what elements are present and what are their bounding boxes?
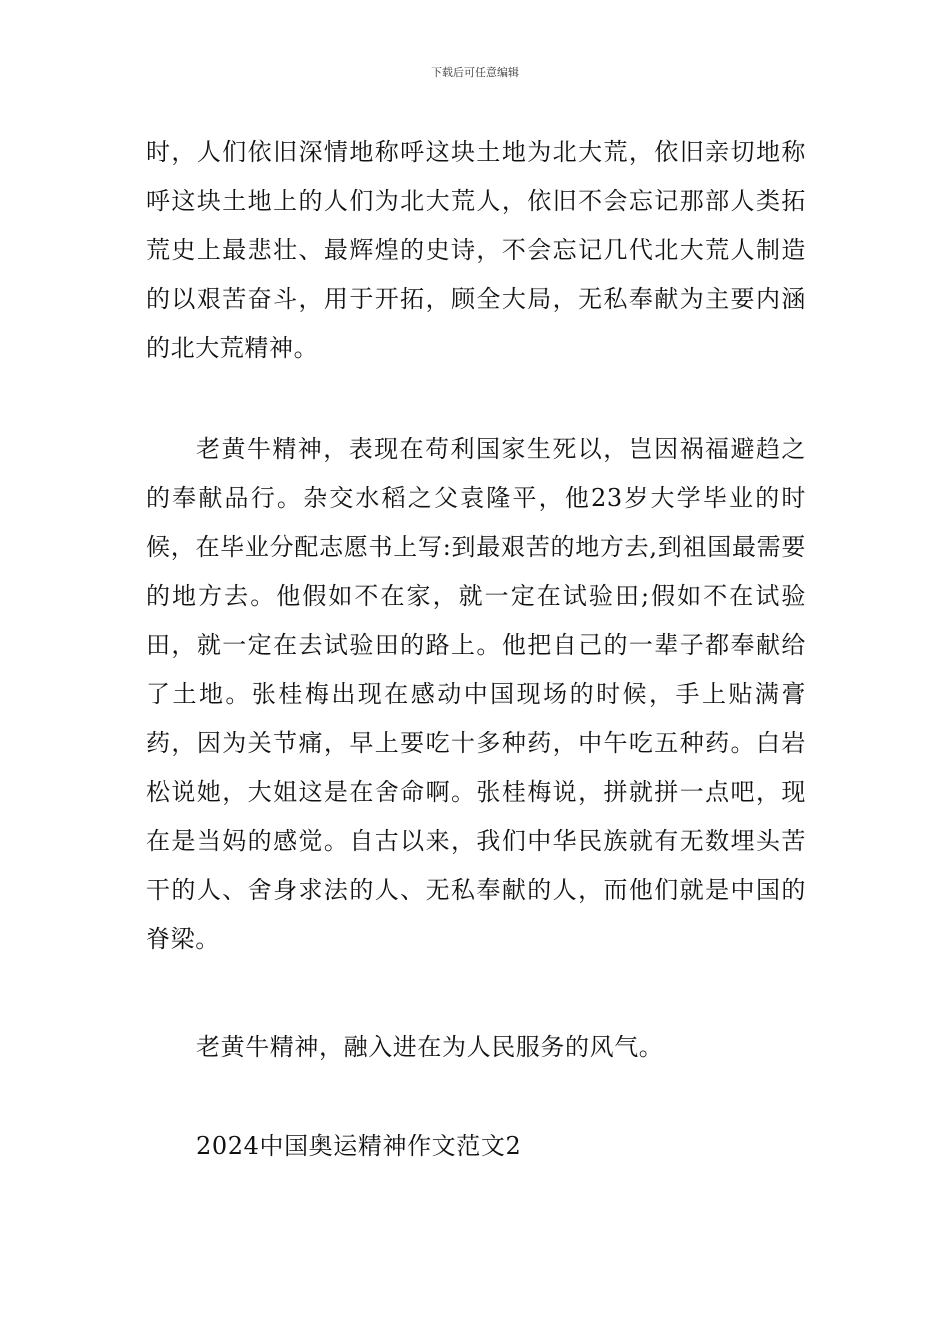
paragraph-old-ox-spirit-service: 老黄牛精神，融入进在为人民服务的风气。: [196, 1033, 664, 1061]
paragraph-continued: 时，人们依旧深情地称呼这块土地为北大荒，依旧亲切地称呼这块土地上的人们为北大荒人，依旧不会忘记那部人类拓荒史上最悲壮、最辉煌的史诗，不会忘记几代北大荒人制造的以艰苦奋斗，用于开拓，顾全大局，无私奉献为主要内涵的北大荒精神。: [146, 138, 806, 362]
section-title: 2024中国奥运精神作文范文2: [196, 1132, 522, 1160]
paragraph-old-ox-spirit-dedication: 老黄牛精神，表现在苟利国家生死以，岂因祸福避趋之的奉献品行。杂交水稻之父袁隆平，他23岁大学毕业的时候，在毕业分配志愿书上写:到最艰苦的地方去,到祖国最需要的地方去。他假如不在家，就一定在试验田;假如不在试验田，就一定在去试验田的路上。他把自己的一辈子都奉献给了土地。张桂梅出现在感动中国现场的时候，手上贴满膏药，因为关节痛，早上要吃十多种药，中午吃五种药。白岩松说她，大姐这是在舍命啊。张桂梅说，拼就拼一点吧，现在是当妈的感觉。自古以来，我们中华民族就有无数埋头苦干的人、舍身求法的人、无私奉献的人，而他们就是中国的脊梁。: [146, 435, 806, 953]
page-header-note: 下载后可任意编辑: [431, 66, 519, 79]
